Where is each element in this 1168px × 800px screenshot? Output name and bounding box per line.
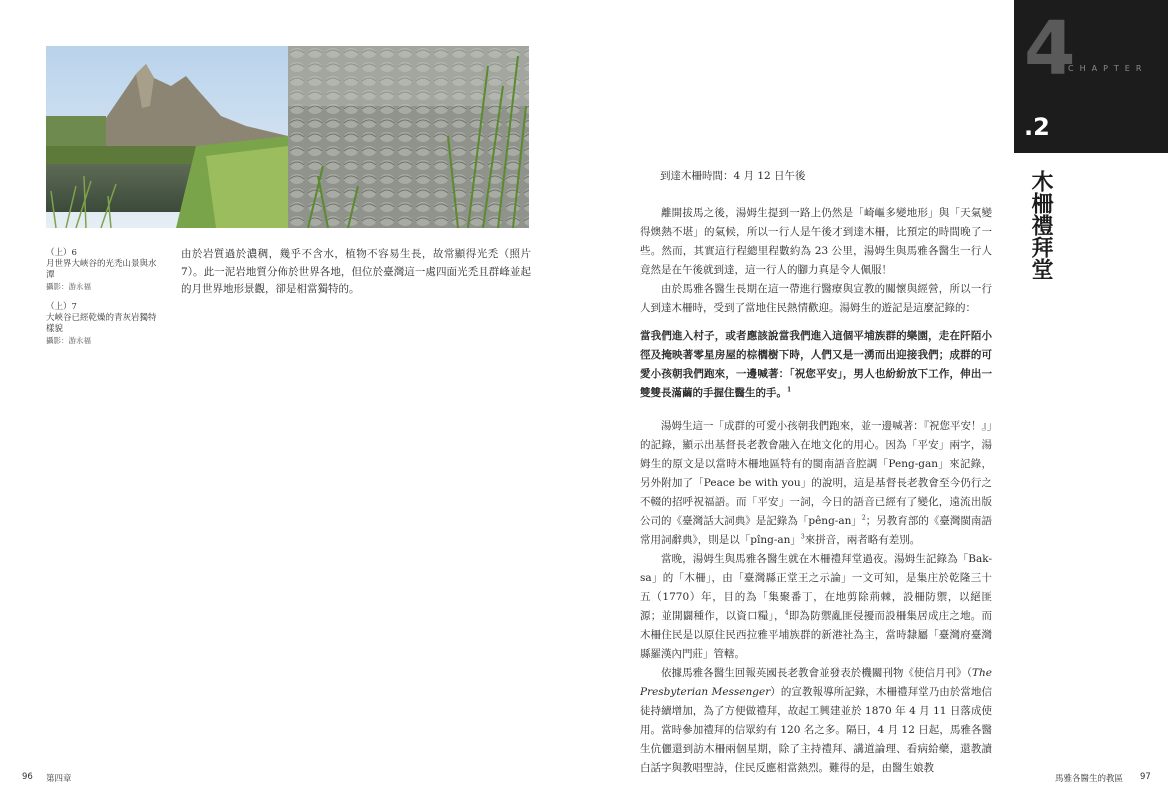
right-intro-paragraphs xyxy=(640,204,992,318)
thomson-quote xyxy=(640,327,992,403)
caption-text: 大峽谷已經乾燥的青灰岩獨特樣貌 xyxy=(46,313,157,334)
paragraph-5 xyxy=(640,664,992,778)
footnote-ref-2: 2 xyxy=(861,514,866,522)
section-number: .2 xyxy=(1024,113,1050,141)
caption-label: （上）6 xyxy=(46,248,77,258)
photo-caption-6 xyxy=(46,248,164,292)
messenger-title: The Presbyterian Messenger xyxy=(640,667,992,698)
right-book-title: 馬雅各醫生的教區 xyxy=(1055,774,1124,784)
footnote-ref-4: 4 xyxy=(784,609,789,617)
photo-caption-7 xyxy=(46,302,164,346)
paragraph-3 xyxy=(640,417,992,550)
right-main-paragraphs xyxy=(640,417,992,778)
quote-text: 當我們進入村子，或者應該說當我們進入這個平埔族群的樂園，走在阡陌小徑及掩映著零星房屋的棕櫚樹下時，人們又是一湧而出迎接我們；成群的可愛小孩朝我們跑來，一邊喊著：「祝您平安」，男人也紛紛放下工作，伸出一雙雙長滿繭的手握住醫生的手。 xyxy=(640,330,992,399)
paragraph-1: 離開拔馬之後，湯姆生提到一路上仍然是「崎嶇多變地形」與「天氣變得燠熱不堪」的氣候，所以一行人是午後才到達木柵，比預定的時間晚了一些。然而，其實這行程總里程數約為 23 公里，湯姆生與馬雅各醫生一行人竟然是在午後就到達，這一行人的腳力真是令人佩服！ xyxy=(640,207,992,276)
paragraph-5-part-b: ）的宣教報導所記錄，木柵禮拜堂乃由於當地信徒持續增加，為了方便做禮拜，故起工興建並於 1870 年 4 月 11 日落成使用。當時參加禮拜的信眾約有 120 名之多。隔日，4 月 12 日起，馬雅各醫生伉儷還到訪木柵兩個星期，除了主持禮拜、講道論理、看病給藥，還教讀白話字與教唱聖詩，住民反應相當熱烈。難得的是，由醫生娘教 xyxy=(640,686,993,774)
paragraph-3-part-b: ；另教育部的《臺灣閩南語常用詞辭典》，則是以「pîng-an」 xyxy=(640,515,992,546)
footnote-ref-1: 1 xyxy=(787,386,792,394)
paragraph-4 xyxy=(640,550,992,664)
paragraph-4-part-b: 即為防禦亂匪侵擾而設柵集居成庄之地。而木柵住民是以原住民西拉雅平埔族群的新港社為主，當時隸屬「臺灣府臺灣縣羅漢內門莊」管轄。 xyxy=(640,610,993,660)
arrival-time-line: 到達木柵時間：4 月 12 日午後 xyxy=(660,170,806,182)
left-page-number: 96 xyxy=(22,772,33,782)
caption-credit: 攝影：游永福 xyxy=(46,336,91,345)
section-title: 木柵禮拜堂 xyxy=(1028,170,1054,280)
footnote-ref-3: 3 xyxy=(800,533,805,541)
caption-label: （上）7 xyxy=(46,302,77,312)
paragraph-4-part-a: 當晚，湯姆生與馬雅各醫生就在木柵禮拜堂過夜。湯姆生記錄為「Bak-sa」的「木柵」，由「臺灣縣正堂王之示論」一文可知，是集庄於乾隆三十五（1770）年，目的為「集聚番丁，在地剪除荊棘，設柵防禦，以絕匪源；並開闢種作，以資口糧」， xyxy=(640,553,992,622)
paragraph-3-part-c: 來拼音，兩者略有差別。 xyxy=(804,534,921,546)
photo-mudstone-texture xyxy=(288,46,529,228)
caption-credit: 攝影：游永福 xyxy=(46,282,91,291)
chapter-number: 4 xyxy=(1024,6,1076,92)
left-chapter-label: 第四章 xyxy=(46,774,72,784)
paragraph-2: 由於馬雅各醫生長期在這一帶進行醫療與宣教的關懷與經營，所以一行人到達木柵時，受到了當地住民熱情歡迎。湯姆生的遊記是這麼記錄的： xyxy=(640,283,992,314)
left-body-text: 由於岩質過於濃稠，幾乎不含水，植物不容易生長，故常顯得光禿（照片7）。此一泥岩地質分佈於世界各地，但位於臺灣這一處四面光禿且群峰並起的月世界地形景觀，卻是相當獨特的。 xyxy=(181,248,531,295)
right-page-number: 97 xyxy=(1140,772,1151,782)
paragraph-5-part-a: 依據馬雅各醫生回報英國長老教會並發表於機關刊物《使信月刊》（ xyxy=(661,667,973,679)
caption-text: 月世界大峽谷的光禿山景與水潭 xyxy=(46,259,157,280)
photo-moon-world-landscape xyxy=(46,46,288,228)
chapter-word: CHAPTER xyxy=(1068,64,1148,73)
paragraph-3-part-a: 湯姆生這一「成群的可愛小孩朝我們跑來，並一邊喊著：『祝您平安！』」的記錄，顯示出基督長老教會融入在地文化的用心。因為「平安」兩字，湯姆生的原文是以當時木柵地區特有的閩南語音腔調「Peng-gan」來記錄，另外附加了「Peace be with you」的說明，這是基督長老教會至今仍行之不輟的招呼祝福語。而「平安」一詞，今日的語音已經有了變化，遠流出版公司的《臺灣話大詞典》是記錄為「pêng-an」 xyxy=(640,420,992,527)
